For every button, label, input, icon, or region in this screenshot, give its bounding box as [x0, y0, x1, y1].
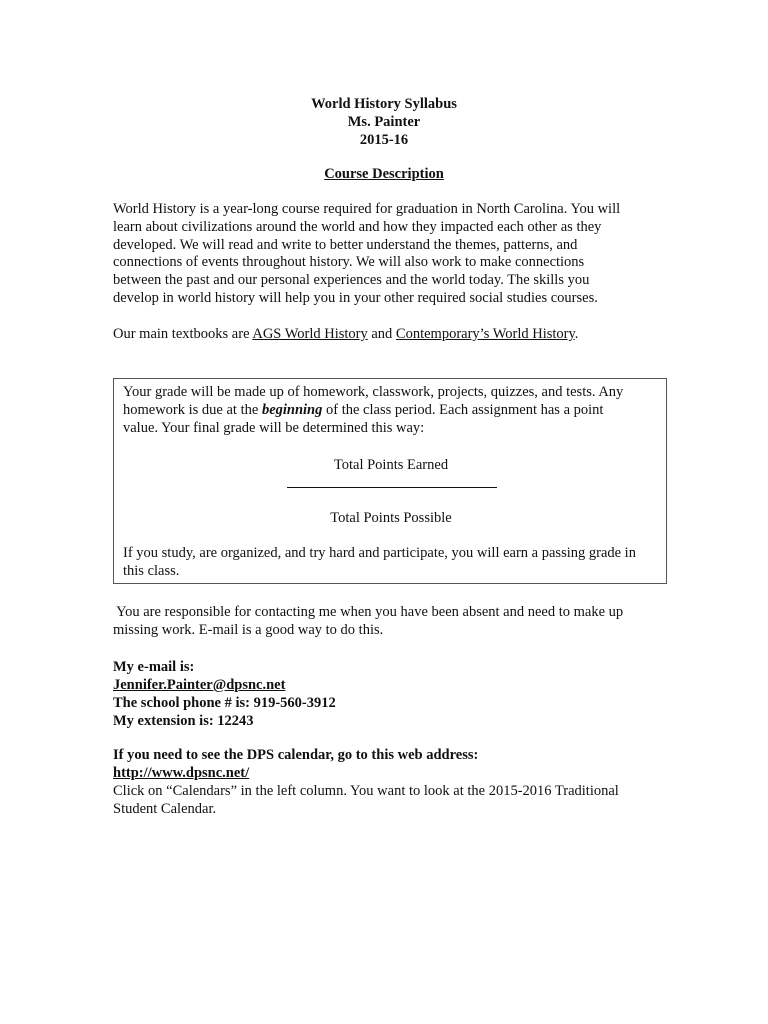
- extension-number: My extension is: 12243: [113, 713, 254, 729]
- calendar-instruction-line: Student Calendar.: [113, 801, 217, 817]
- paragraph-line: learn about civilizations around the world and how they impacted each other as they: [113, 218, 602, 235]
- absence-note: [113, 604, 658, 640]
- syllabus-header: [0, 95, 768, 149]
- paragraph-line: developed. We will read and write to better understand the themes, patterns, and: [113, 236, 578, 253]
- absence-line: missing work. E-mail is a good way to do this.: [113, 621, 384, 638]
- paragraph-line: develop in world history will help you in your other required social studies courses.: [113, 289, 598, 306]
- grading-policy-box: [113, 378, 667, 584]
- grading-closing: [123, 545, 636, 581]
- textbooks-sentence: [113, 326, 658, 344]
- email-label: My e-mail is:: [113, 659, 195, 675]
- grading-line: homework is due at the beginning of the class period. Each assignment has a point: [123, 401, 604, 418]
- teacher-name: Ms. Painter: [347, 114, 421, 130]
- calendar-instructions: [113, 782, 619, 818]
- grading-line: If you study, are organized, and try hard and participate, you will earn a passing grade in: [123, 545, 636, 561]
- grading-intro: [123, 384, 623, 437]
- fraction-numerator: Total Points Earned: [333, 457, 449, 473]
- grading-line: Your grade will be made up of homework, classwork, projects, quizzes, and tests. Any: [123, 384, 624, 400]
- paragraph-line: between the past and our personal experiences and the world today. The skills you: [113, 272, 590, 289]
- calendar-info: [113, 746, 619, 818]
- paragraph-line: World History is a year-long course required for graduation in North Carolina. You will: [113, 201, 621, 217]
- textbook-contemporary-world-history: Contemporary’s World History: [395, 326, 575, 342]
- textbooks-prefix: Our main textbooks are: [113, 326, 253, 342]
- document-title: World History Syllabus: [311, 96, 457, 112]
- beginning-emphasis: beginning: [261, 401, 323, 418]
- course-description-heading: Course Description: [324, 166, 444, 182]
- school-phone: The school phone # is: 919-560-3912: [113, 695, 336, 711]
- calendar-label: If you need to see the DPS calendar, go to this web address:: [113, 747, 479, 763]
- contact-info: [113, 658, 336, 730]
- textbooks-suffix: .: [574, 326, 579, 342]
- absence-line: You are responsible for contacting me when you have been absent and need to make up: [113, 604, 624, 620]
- fraction-denominator: Total Points Possible: [330, 510, 452, 526]
- fraction-bar: [287, 487, 497, 488]
- calendar-instruction-line: Click on “Calendars” in the left column. You want to look at the 2015-2016 Traditional: [113, 783, 619, 799]
- paragraph-line: connections of events throughout history. We will also work to make connections: [113, 254, 585, 271]
- dps-website-link[interactable]: http://www.dpsnc.net/: [113, 765, 250, 781]
- textbooks-joiner: and: [367, 326, 396, 342]
- email-link[interactable]: Jennifer.Painter@dpsnc.net: [113, 677, 286, 693]
- course-description-paragraph: [113, 201, 658, 308]
- textbook-ags-world-history: AGS World History: [252, 326, 368, 342]
- grading-line: this class.: [123, 562, 180, 579]
- grading-line: value. Your final grade will be determined this way:: [123, 419, 425, 436]
- school-year: 2015-16: [359, 132, 409, 148]
